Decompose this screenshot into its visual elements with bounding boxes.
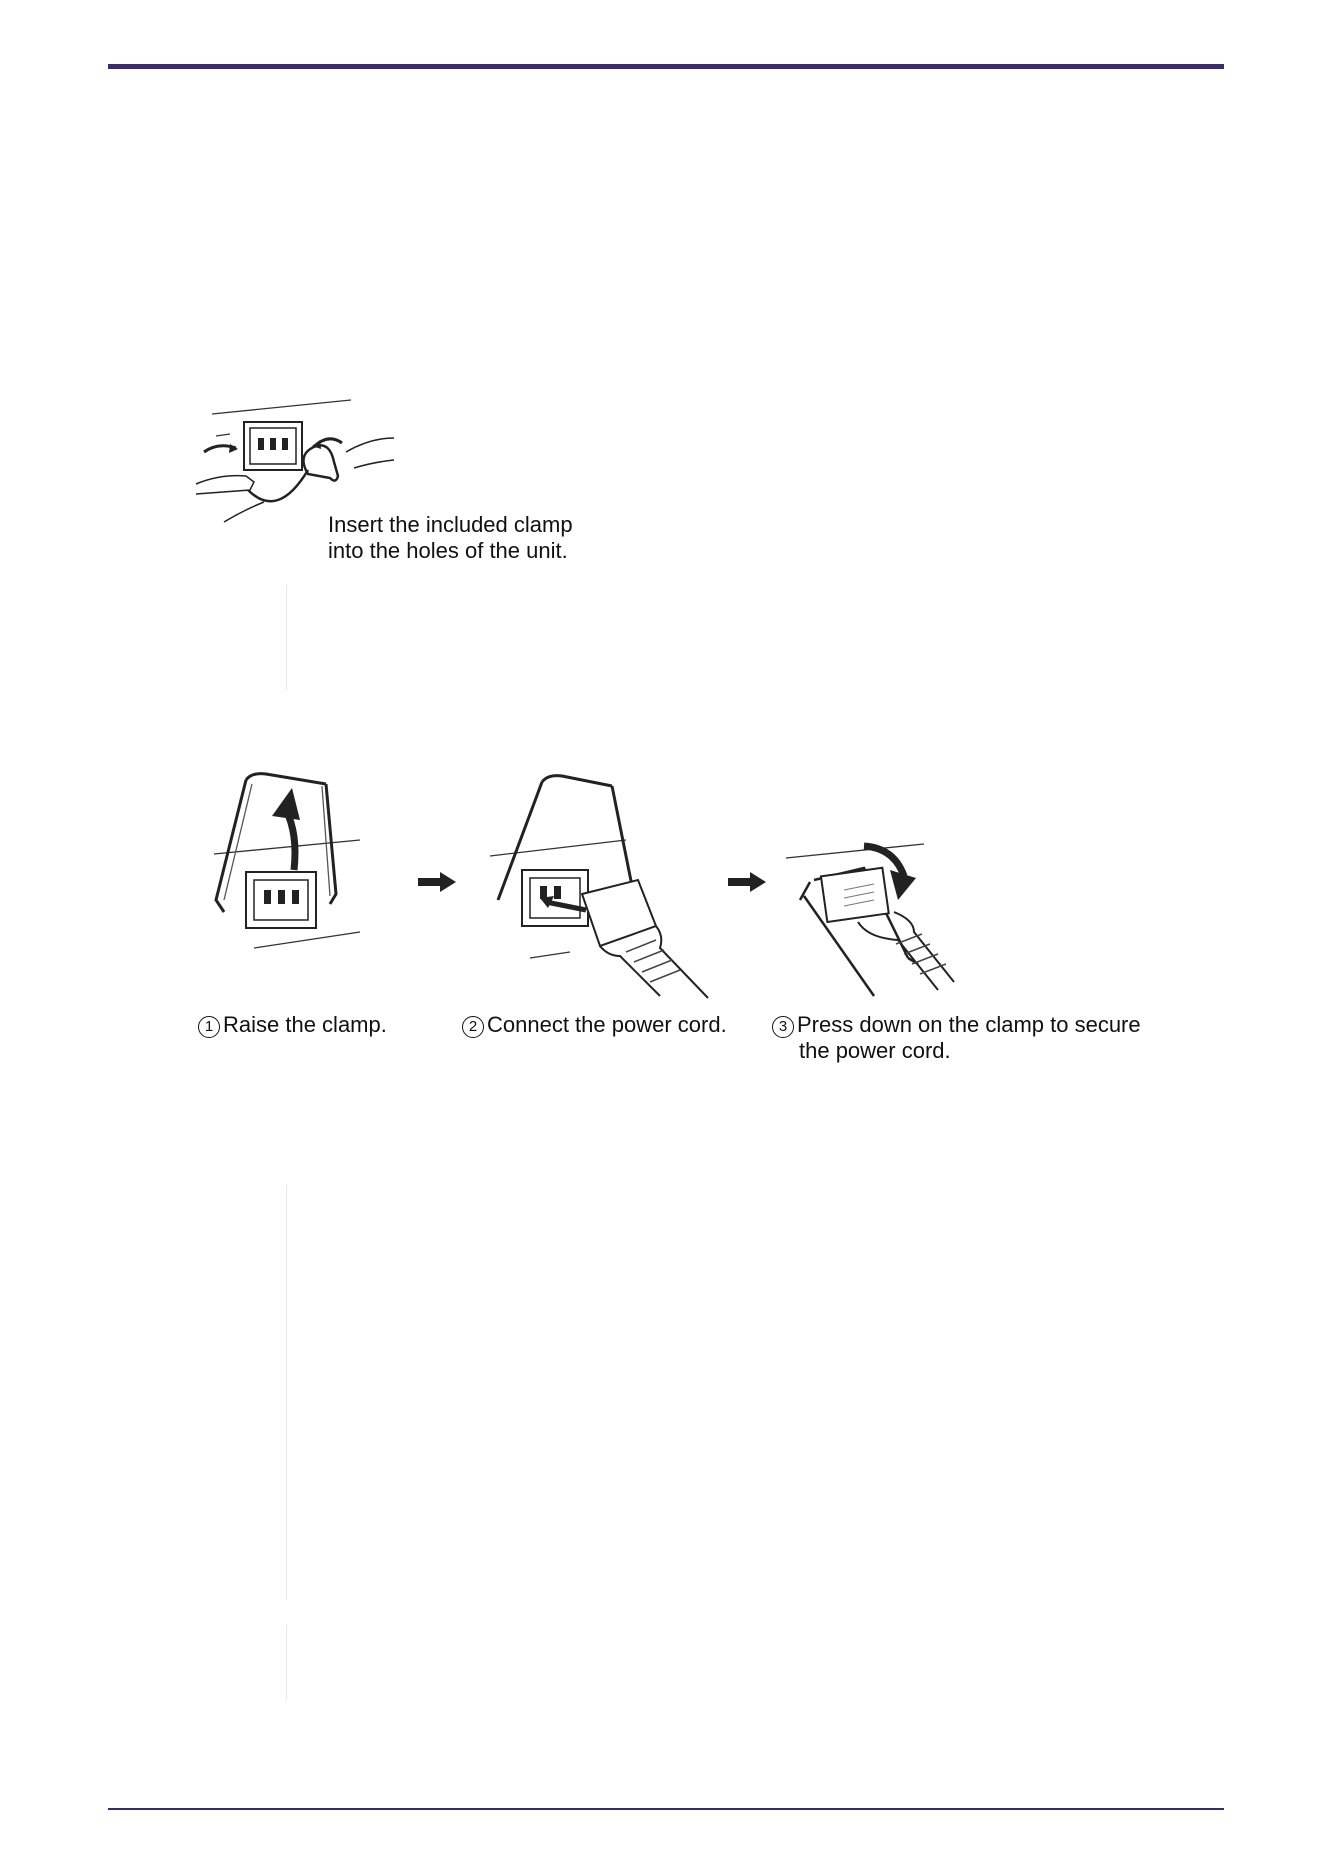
header-rule (108, 64, 1224, 69)
step-number-badge: 2 (462, 1016, 484, 1038)
step-text: Connect the power cord. (487, 1012, 727, 1037)
arrow-right-icon (418, 872, 456, 892)
secure-cord-illustration (784, 826, 984, 1001)
raise-clamp-illustration (210, 770, 370, 950)
step-text: Raise the clamp. (223, 1012, 387, 1037)
figure1-caption-line2: into the holes of the unit. (328, 538, 568, 563)
step-3-caption (772, 1012, 1141, 1064)
step-text-line2: the power cord. (799, 1038, 951, 1063)
margin-line (286, 585, 287, 690)
step-1-caption (198, 1012, 387, 1038)
figure1-caption-line1: Insert the included clamp (328, 512, 573, 537)
margin-line (286, 1625, 287, 1700)
connect-cord-illustration (486, 772, 726, 1002)
step-text: Press down on the clamp to secure (797, 1012, 1141, 1037)
step-2-caption (462, 1012, 727, 1038)
footer-rule (108, 1808, 1224, 1810)
step-number-badge: 3 (772, 1016, 794, 1038)
arrow-right-icon-2 (728, 872, 766, 892)
step-number-badge: 1 (198, 1016, 220, 1038)
margin-line (286, 1185, 287, 1600)
